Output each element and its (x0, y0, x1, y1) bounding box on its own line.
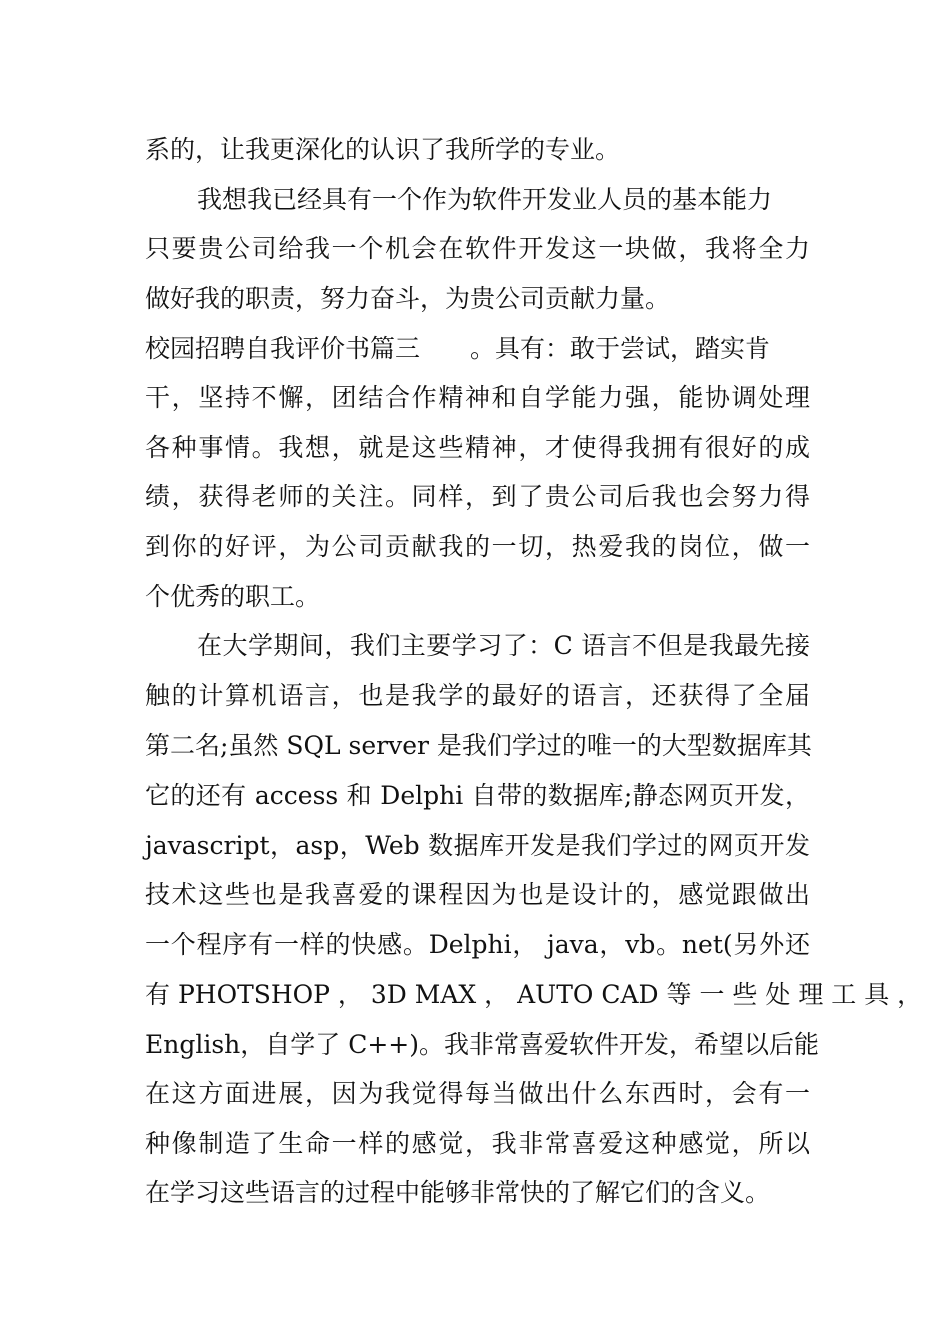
paragraph-line: 各种事情。我想，就是这些精神，才使得我拥有很好的成 (145, 433, 810, 462)
paragraph-line: 第二名;虽然 SQL server 是我们学过的唯一的大型数据库其 (145, 731, 812, 760)
paragraph-line: 做好我的职责，努力奋斗，为贵公司贡献力量。 (145, 284, 671, 313)
paragraph-line: 它的还有 access 和 Delphi 自带的数据库;静态网页开发， (145, 781, 810, 810)
paragraph-line: 到你的好评，为公司贡献我的一切，热爱我的岗位，做一 (145, 532, 810, 561)
paragraph-line: 在这方面进展，因为我觉得每当做出什么东西时，会有一 (145, 1079, 810, 1108)
paragraph-line: 我想我已经具有一个作为软件开发业人员的基本能力 (197, 185, 773, 214)
paragraph-line: 技术这些也是我喜爱的课程因为也是设计的，感觉跟做出 (145, 880, 810, 909)
paragraph-line: 在大学期间，我们主要学习了：C 语言不但是我最先接 (197, 631, 810, 660)
paragraph-line: 一个程序有一样的快感。Delphi， java，vb。net(另外还 (145, 930, 810, 959)
paragraph-line: 种像制造了生命一样的感觉，我非常喜爱这种感觉，所以 (145, 1129, 810, 1158)
paragraph-line: 只要贵公司给我一个机会在软件开发这一块做，我将全力 (145, 234, 810, 263)
section-heading-line: 校园招聘自我评价书篇三 。具有：敢于尝试，踏实肯 (145, 334, 771, 363)
paragraph-line: 个优秀的职工。 (145, 582, 321, 611)
paragraph-line: 在学习这些语言的过程中能够非常快的了解它们的含义。 (145, 1178, 771, 1207)
paragraph-line: 触的计算机语言，也是我学的最好的语言，还获得了全届 (145, 681, 810, 710)
paragraph-line: 有 PHOTSHOP ， 3D MAX ， AUTO CAD 等 一 些 处 理 工 具 ， (145, 980, 923, 1009)
paragraph-line: English，自学了 C++)。我非常喜爱软件开发，希望以后能 (145, 1030, 820, 1059)
paragraph-line: 系的，让我更深化的认识了我所学的专业。 (145, 135, 621, 164)
paragraph-line: javascript，asp，Web 数据库开发是我们学过的网页开发 (145, 831, 810, 860)
paragraph-line: 绩，获得老师的关注。同样，到了贵公司后我也会努力得 (145, 482, 810, 511)
paragraph-line: 干，坚持不懈，团结合作精神和自学能力强，能协调处理 (145, 383, 810, 412)
